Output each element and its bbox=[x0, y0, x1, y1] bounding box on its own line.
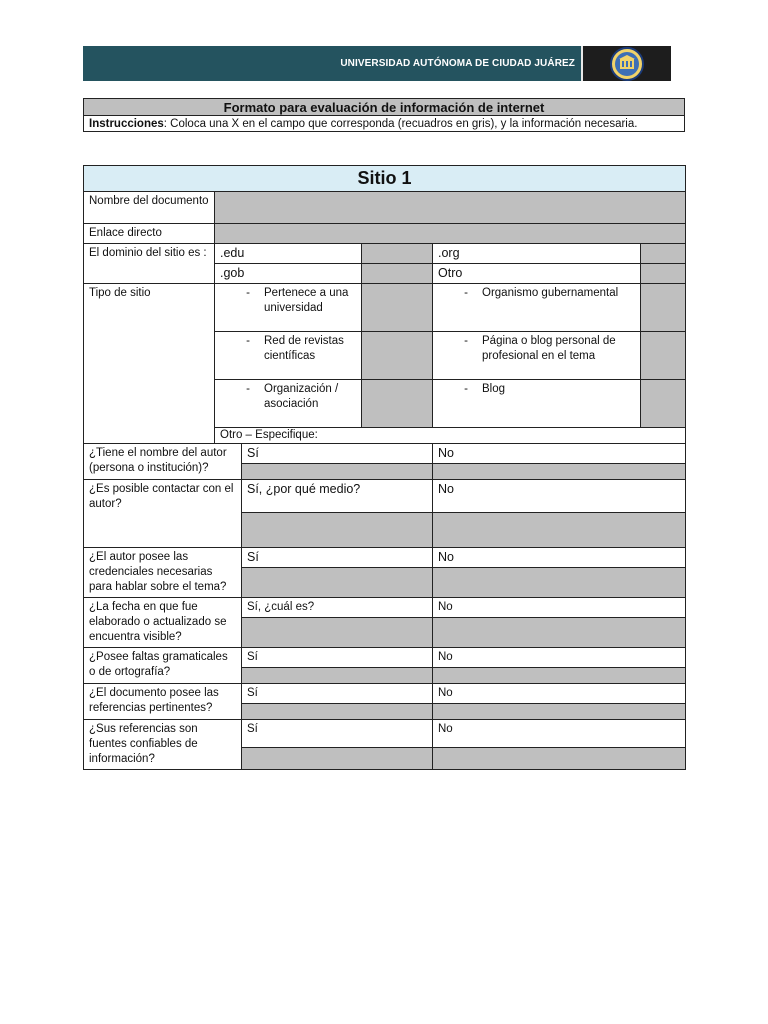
site-type-label-text: Organización / asociación bbox=[264, 383, 339, 410]
site-type-personal-blog bbox=[433, 332, 641, 380]
answer-yes-field[interactable] bbox=[242, 513, 433, 548]
answer-no-label: No bbox=[433, 598, 686, 618]
site-type-label-text: Página o blog personal de profesional en el tema bbox=[482, 335, 616, 362]
answer-no-label: No bbox=[433, 444, 686, 464]
university-logo bbox=[583, 46, 671, 81]
domain-org-label: .org bbox=[433, 244, 641, 264]
domain-other-checkbox[interactable] bbox=[641, 264, 686, 284]
answer-no-label: No bbox=[433, 548, 686, 568]
site-type-university bbox=[215, 284, 362, 332]
instructions bbox=[84, 116, 685, 132]
site-type-government bbox=[433, 284, 641, 332]
answer-yes-field[interactable] bbox=[242, 747, 433, 769]
answer-yes-label: Sí bbox=[242, 720, 433, 748]
domain-edu-label: .edu bbox=[215, 244, 362, 264]
document-name-label: Nombre del documento bbox=[84, 192, 215, 224]
domain-gob-checkbox[interactable] bbox=[362, 264, 433, 284]
question-grammar: ¿Posee faltas gramaticales o de ortografía? bbox=[84, 648, 242, 684]
site-type-university-checkbox[interactable] bbox=[362, 284, 433, 332]
site-type-other-specify[interactable]: Otro – Especifique: bbox=[215, 428, 686, 444]
dash-marker: - bbox=[246, 383, 250, 395]
site-type-journals-checkbox[interactable] bbox=[362, 332, 433, 380]
answer-no-field[interactable] bbox=[433, 668, 686, 684]
dash-marker: - bbox=[464, 335, 468, 347]
direct-link-label: Enlace directo bbox=[84, 224, 215, 244]
domain-other-label: Otro bbox=[433, 264, 641, 284]
form-title-table bbox=[83, 98, 685, 132]
site-type-journals bbox=[215, 332, 362, 380]
answer-no-label: No bbox=[433, 480, 686, 513]
site-type-blog-checkbox[interactable] bbox=[641, 380, 686, 428]
site-evaluation-form bbox=[83, 165, 686, 770]
domain-label: El dominio del sitio es : bbox=[84, 244, 215, 284]
dash-marker: - bbox=[246, 287, 250, 299]
site-title: Sitio 1 bbox=[84, 166, 686, 192]
answer-no-label: No bbox=[433, 648, 686, 668]
answer-yes-field[interactable] bbox=[242, 464, 433, 480]
site-type-organization bbox=[215, 380, 362, 428]
answer-no-label: No bbox=[433, 684, 686, 704]
site-type-blog bbox=[433, 380, 641, 428]
answer-yes-label: Sí bbox=[242, 444, 433, 464]
answer-yes-label: Sí bbox=[242, 684, 433, 704]
answer-yes-field[interactable] bbox=[242, 668, 433, 684]
answer-yes-label: Sí, ¿cuál es? bbox=[242, 598, 433, 618]
question-date-visible: ¿La fecha en que fue elaborado o actualizado se encuentra visible? bbox=[84, 598, 242, 648]
university-name: UNIVERSIDAD AUTÓNOMA DE CIUDAD JUÁREZ bbox=[340, 58, 575, 69]
instructions-label: Instrucciones bbox=[89, 117, 164, 130]
site-type-label-text: Organismo gubernamental bbox=[482, 287, 619, 299]
instructions-text: : Coloca una X en el campo que corresponda (recuadros en gris), y la información necesaria. bbox=[163, 117, 638, 130]
question-author-name: ¿Tiene el nombre del autor (persona o institución)? bbox=[84, 444, 242, 480]
document-name-field[interactable] bbox=[215, 192, 686, 224]
question-reliable-sources: ¿Sus referencias son fuentes confiables de información? bbox=[84, 720, 242, 770]
site-type-label-text: Pertenece a una universidad bbox=[264, 287, 349, 314]
question-references: ¿El documento posee las referencias pertinentes? bbox=[84, 684, 242, 720]
site-type-organization-checkbox[interactable] bbox=[362, 380, 433, 428]
answer-no-field[interactable] bbox=[433, 704, 686, 720]
site-type-label-text: Red de revistas científicas bbox=[264, 335, 344, 362]
domain-org-checkbox[interactable] bbox=[641, 244, 686, 264]
answer-no-field[interactable] bbox=[433, 747, 686, 769]
answer-no-field[interactable] bbox=[433, 464, 686, 480]
answer-no-field[interactable] bbox=[433, 618, 686, 648]
answer-no-field[interactable] bbox=[433, 568, 686, 598]
answer-yes-field[interactable] bbox=[242, 704, 433, 720]
site-type-label-text: Blog bbox=[482, 383, 506, 395]
answer-no-field[interactable] bbox=[433, 513, 686, 548]
domain-edu-checkbox[interactable] bbox=[362, 244, 433, 264]
dash-marker: - bbox=[246, 335, 250, 347]
site-type-label: Tipo de sitio bbox=[84, 284, 215, 444]
header-banner bbox=[83, 46, 671, 81]
domain-gob-label: .gob bbox=[215, 264, 362, 284]
answer-yes-label: Sí bbox=[242, 548, 433, 568]
question-contact-author: ¿Es posible contactar con el autor? bbox=[84, 480, 242, 548]
site-type-personal-blog-checkbox[interactable] bbox=[641, 332, 686, 380]
university-seal-icon bbox=[610, 47, 644, 81]
answer-yes-label: Sí bbox=[242, 648, 433, 668]
site-type-government-checkbox[interactable] bbox=[641, 284, 686, 332]
form-title: Formato para evaluación de información de internet bbox=[84, 99, 685, 116]
dash-marker: - bbox=[464, 287, 468, 299]
answer-yes-field[interactable] bbox=[242, 618, 433, 648]
dash-marker: - bbox=[464, 383, 468, 395]
answer-no-label: No bbox=[433, 720, 686, 748]
question-credentials: ¿El autor posee las credenciales necesarias para hablar sobre el tema? bbox=[84, 548, 242, 598]
answer-yes-label: Sí, ¿por qué medio? bbox=[242, 480, 433, 513]
direct-link-field[interactable] bbox=[215, 224, 686, 244]
answer-yes-field[interactable] bbox=[242, 568, 433, 598]
